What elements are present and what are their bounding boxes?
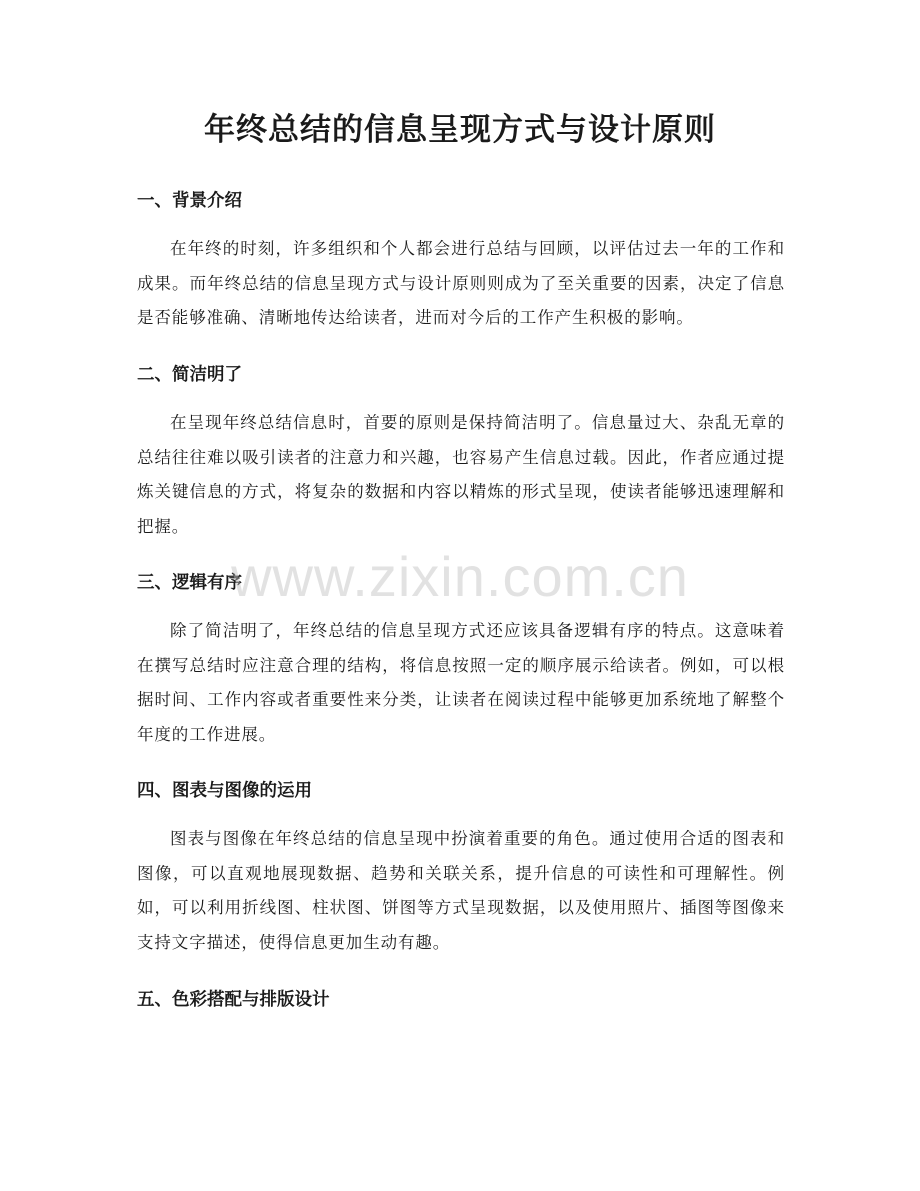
section-heading-concise: 二、简洁明了 [137,365,242,385]
page-title: 年终总结的信息呈现方式与设计原则 [204,112,716,148]
watermark: www.zixin.com.cn [231,545,689,608]
section-heading-color-layout: 五、色彩搭配与排版设计 [137,990,330,1010]
section-heading-charts-images: 四、图表与图像的运用 [137,781,312,801]
section-paragraph-concise: 在呈现年终总结信息时，首要的原则是保持简洁明了。信息量过大、杂乱无章的总结往往难以吸引读者的注意力和兴趣，也容易产生信息过载。因此，作者应通过提炼关键信息的方式，将复杂的数据和内容以精炼的形式呈现，使读者能够迅速理解和把握。 [137,413,785,536]
section-paragraph-charts-images: 图表与图像在年终总结的信息呈现中扮演着重要的角色。通过使用合适的图表和图像，可以直观地展现数据、趋势和关联关系，提升信息的可读性和可理解性。例如，可以利用折线图、柱状图、饼图等方式呈现数据，以及使用照片、插图等图像来支持文字描述，使得信息更加生动有趣。 [137,829,785,952]
section-paragraph-background: 在年终的时刻，许多组织和个人都会进行总结与回顾，以评估过去一年的工作和成果。而年终总结的信息呈现方式与设计原则则成为了至关重要的因素，决定了信息是否能够准确、清晰地传达给读者，进而对今后的工作产生积极的影响。 [137,239,785,327]
section-heading-logical-order: 三、逻辑有序 [137,573,242,593]
section-heading-background: 一、背景介绍 [137,191,242,211]
section-paragraph-logical-order: 除了简洁明了，年终总结的信息呈现方式还应该具备逻辑有序的特点。这意味着在撰写总结时应注意合理的结构，将信息按照一定的顺序展示给读者。例如，可以根据时间、工作内容或者重要性来分类，让读者在阅读过程中能够更加系统地了解整个年度的工作进展。 [137,621,785,744]
